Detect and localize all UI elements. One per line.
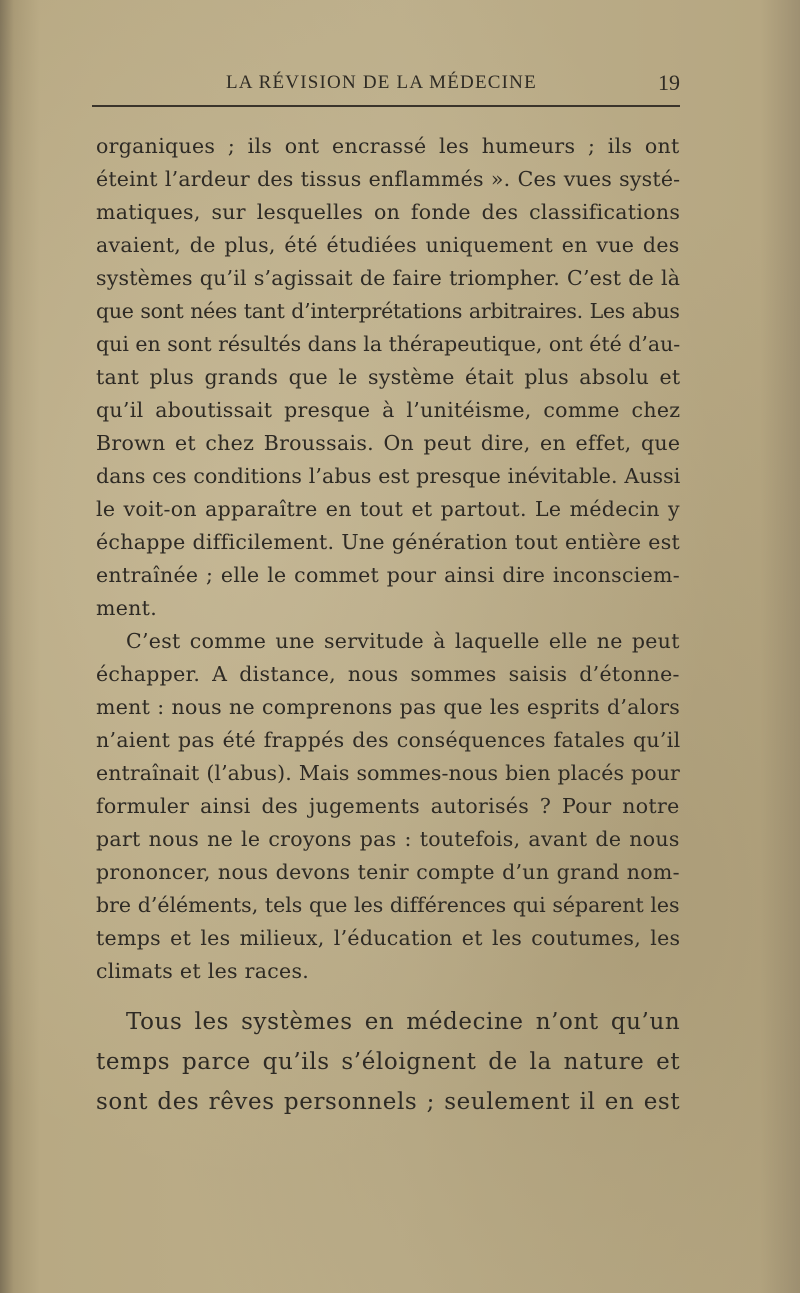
header-rule	[92, 105, 680, 107]
text-line: ment.	[96, 596, 158, 620]
text-line: temps et les milieux, l’éducation et les coutumes, les	[96, 926, 681, 950]
page-header	[96, 70, 680, 102]
text-line: avaient, de plus, été étudiées uniquement en vue des	[96, 233, 680, 257]
text-line: qui en sont résultés dans la thérapeutique, ont été d’au-	[96, 332, 681, 356]
text-line: C’est comme une servitude à laquelle elle ne peut	[126, 629, 680, 653]
text-line: entraînait (l’abus). Mais sommes-nous bien placés pour	[96, 761, 680, 785]
text-line: éteint l’ardeur des tissus enflammés ». Ces vues systé-	[96, 167, 681, 191]
paragraph-2	[96, 625, 680, 988]
text-line: systèmes qu’il s’agissait de faire triompher. C’est de là	[96, 266, 681, 290]
page-number: 19	[658, 70, 680, 95]
text-line: prononcer, nous devons tenir compte d’un grand nom-	[96, 860, 680, 884]
text-line: échapper. A distance, nous sommes saisis d’étonne-	[96, 662, 680, 686]
text-line: organiques ; ils ont encrassé les humeurs ; ils ont	[96, 134, 680, 158]
body-text	[96, 130, 680, 1122]
text-line: tant plus grands que le système était plus absolu et	[96, 365, 681, 389]
text-line: ment : nous ne comprenons pas que les esprits d’alors	[96, 695, 681, 719]
paragraph-1	[96, 130, 680, 625]
paragraph-3	[96, 1002, 680, 1122]
text-line: sont des rêves personnels ; seulement il en est	[96, 1089, 681, 1115]
paragraph-gap	[96, 988, 680, 1002]
text-line: Brown et chez Broussais. On peut dire, en effet, que	[96, 431, 681, 455]
text-line: échappe difficilement. Une génération tout entière est	[96, 530, 681, 554]
text-line: entraînée ; elle le commet pour ainsi dire inconsciem-	[96, 563, 681, 587]
text-line: le voit-on apparaître en tout et partout. Le médecin y	[96, 497, 680, 521]
text-line: dans ces conditions l’abus est presque inévitable. Aussi	[96, 464, 681, 488]
text-line: climats et les races.	[96, 959, 310, 983]
text-line: que sont nées tant d’interprétations arbitraires. Les abus	[96, 299, 680, 323]
text-line: n’aient pas été frappés des conséquences fatales qu’il	[96, 728, 681, 752]
text-line: qu’il aboutissait presque à l’unitéisme, comme chez	[96, 398, 681, 422]
text-line: Tous les systèmes en médecine n’ont qu’un	[126, 1009, 681, 1035]
text-line: temps parce qu’ils s’éloignent de la nature et	[96, 1049, 681, 1075]
text-line: part nous ne le croyons pas : toutefois, avant de nous	[96, 827, 680, 851]
running-title: LA RÉVISION DE LA MÉDECINE	[226, 72, 537, 93]
text-line: matiques, sur lesquelles on fonde des classifications	[96, 200, 681, 224]
text-line: formuler ainsi des jugements autorisés ? Pour notre	[96, 794, 680, 818]
text-line: bre d’éléments, tels que les différences qui séparent les	[96, 893, 680, 917]
